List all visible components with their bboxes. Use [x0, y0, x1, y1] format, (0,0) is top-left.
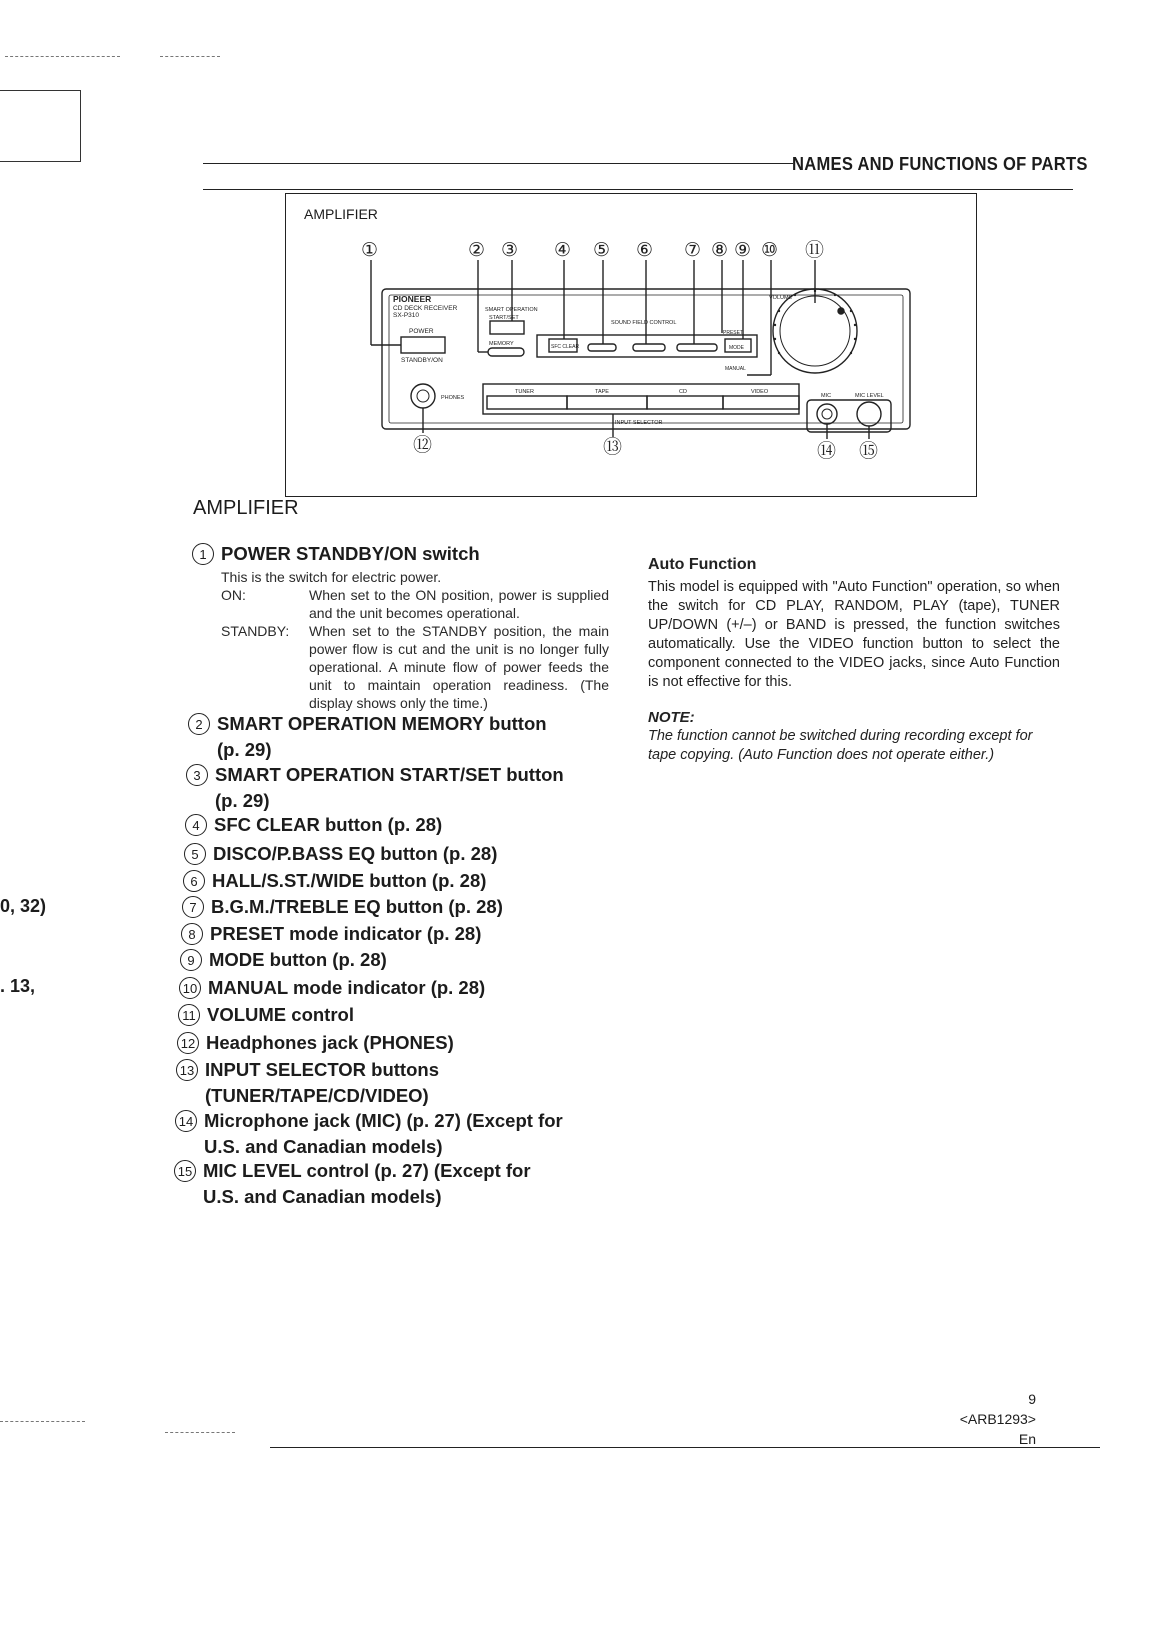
footer-rule: [270, 1447, 1100, 1448]
parts-item-14: [175, 1108, 563, 1160]
item-number-4: 4: [185, 814, 207, 836]
tape-label: TAPE: [595, 389, 609, 395]
parts-item-5: [184, 841, 497, 867]
doc-code: <ARB1293>: [959, 1411, 1036, 1427]
model-line2: SX-P310: [393, 312, 420, 319]
item-title-15: MIC LEVEL control (p. 27) (Except for: [203, 1160, 531, 1181]
item-title-8: PRESET mode indicator (p. 28): [210, 923, 482, 944]
parts-item-13: [176, 1057, 439, 1109]
tape-button: [567, 396, 647, 409]
item-number-6: 6: [183, 870, 205, 892]
language-code: En: [1018, 1431, 1036, 1447]
cd-button: [647, 396, 723, 409]
power-label: POWER: [409, 328, 434, 335]
item-cont-13: (TUNER/TAPE/CD/VIDEO): [205, 1085, 429, 1106]
item-title-3: SMART OPERATION START/SET button: [215, 764, 564, 785]
parts-item-3: [186, 762, 564, 814]
note-text: The function cannot be switched during recording except for tape copying. (Auto Function does not operate either.): [648, 728, 1033, 763]
callout-9: ⑨: [734, 240, 752, 261]
callout-1: ①: [361, 240, 379, 261]
item-title-7: B.G.M./TREBLE EQ button (p. 28): [211, 896, 503, 917]
item-number-9: 9: [180, 949, 202, 971]
mic-label: MIC: [821, 393, 832, 399]
callout-14: ⑭: [817, 441, 837, 462]
item-cont-15: U.S. and Canadian models): [203, 1186, 442, 1207]
margin-fragment-a: 0, 32): [0, 896, 47, 916]
parts-item-6: [183, 868, 486, 894]
memory-label: MEMORY: [489, 341, 514, 347]
item-cont-2: (p. 29): [217, 739, 272, 760]
auto-function-body: This model is equipped with "Auto Function" operation, so when the switch for CD PLAY, RANDOM, PLAY (tape), TUNER UP/DOWN (+/–) or BAND is pressed, the function switches automatically. Use the VIDEO function button to select the component connected to the VIDEO jacks, since Auto Function is not effective for this.: [648, 579, 1060, 690]
scan-mark: [5, 56, 120, 57]
sfc-label: SOUND FIELD CONTROL: [611, 320, 677, 326]
scan-mark: [160, 56, 220, 57]
parts-item-7: [182, 894, 503, 920]
sfc-clear-label: SFC CLEAR: [551, 344, 580, 350]
scan-mark: [0, 1421, 85, 1422]
mic-level-label: MIC LEVEL: [855, 393, 884, 399]
item-number-3: 3: [186, 764, 208, 786]
parts-item-9: [180, 947, 387, 973]
item-title-12: Headphones jack (PHONES): [206, 1032, 454, 1053]
power-button: [401, 337, 445, 353]
video-label: VIDEO: [751, 389, 769, 395]
on-label: ON:: [221, 587, 246, 603]
parts-item-8: [181, 921, 481, 947]
item-title-2: SMART OPERATION MEMORY button: [217, 713, 547, 734]
item-number-13: 13: [176, 1059, 198, 1081]
input-selector-label: INPUT SELECTOR: [615, 420, 663, 426]
parts-item-12: [177, 1030, 454, 1056]
callout-11: ⑪: [805, 240, 825, 261]
note-label: NOTE:: [648, 709, 695, 726]
standby-on-label: STANDBY/ON: [401, 357, 443, 364]
start-set-label: START/SET: [489, 315, 519, 321]
preset-label: PRESET: [723, 330, 744, 336]
mic-jack: [817, 404, 837, 424]
start-set-button: [490, 321, 524, 334]
page-title: NAMES AND FUNCTIONS OF PARTS: [792, 154, 1088, 174]
power-description: [221, 568, 609, 712]
callout-8: ⑧: [711, 240, 729, 261]
item-cont-3: (p. 29): [215, 790, 270, 811]
margin-box: [0, 90, 81, 162]
item-number-2: 2: [188, 713, 210, 735]
on-text: When set to the ON position, power is supplied and the unit becomes operational.: [309, 587, 609, 621]
callout-13: ⑬: [603, 437, 623, 458]
parts-item-10: [179, 975, 485, 1001]
callout-7: ⑦: [684, 240, 702, 261]
header-rule: [203, 189, 1073, 190]
callout-10: ⑩: [761, 240, 779, 261]
volume-label: VOLUME: [769, 295, 793, 301]
header-rule-left: [203, 163, 793, 164]
parts-item-15: [174, 1158, 531, 1210]
item-title-13: INPUT SELECTOR buttons: [205, 1059, 439, 1080]
item-cont-14: U.S. and Canadian models): [204, 1136, 443, 1157]
disco-button: [588, 344, 616, 351]
callout-6: ⑥: [636, 240, 654, 261]
item-number-5: 5: [184, 843, 206, 865]
hall-button: [633, 344, 665, 351]
callout-15: ⑮: [859, 441, 879, 462]
manual-label: MANUAL: [725, 366, 746, 372]
callout-2: ②: [468, 240, 486, 261]
item-title-4: SFC CLEAR button (p. 28): [214, 814, 443, 835]
item-number-8: 8: [181, 923, 203, 945]
parts-item-11: [178, 1002, 354, 1028]
tuner-label: TUNER: [515, 389, 534, 395]
callout-5: ⑤: [593, 240, 611, 261]
item-number-12: 12: [177, 1032, 199, 1054]
item-title-10: MANUAL mode indicator (p. 28): [208, 977, 486, 998]
item-title-5: DISCO/P.BASS EQ button (p. 28): [213, 843, 498, 864]
callout-12: ⑫: [413, 435, 433, 456]
parts-item-4: [185, 812, 442, 838]
item-title-14: Microphone jack (MIC) (p. 27) (Except for: [204, 1110, 563, 1131]
power-intro: This is the switch for electric power.: [221, 569, 442, 585]
amplifier-illustration: [285, 193, 975, 495]
section-title: AMPLIFIER: [193, 497, 299, 519]
margin-fragment-b: . 13,: [0, 976, 36, 996]
scan-mark: [165, 1432, 235, 1433]
page-footer: [900, 1389, 1036, 1449]
mode-label: MODE: [729, 345, 744, 351]
item-number-14: 14: [175, 1110, 197, 1132]
phones-jack: [411, 384, 435, 408]
brand-text: PIONEER: [393, 294, 432, 304]
bgm-button: [677, 344, 717, 351]
memory-button: [488, 348, 524, 356]
video-button: [723, 396, 799, 409]
callout-4: ④: [554, 240, 572, 261]
item-number-10: 10: [179, 977, 201, 999]
mic-level-knob: [857, 402, 881, 426]
model-line1: CD DECK RECEIVER: [393, 305, 458, 312]
page-number: 9: [1028, 1391, 1036, 1407]
standby-text: When set to the STANDBY position, the main power flow is cut and the unit is no longer fully operational. A minute flow of power feeds the unit to maintain operation readiness. (The display shows only the time.): [309, 623, 609, 711]
tuner-button: [487, 396, 567, 409]
cd-label: CD: [679, 389, 687, 395]
standby-label: STANDBY:: [221, 623, 290, 639]
figure-label: AMPLIFIER: [304, 206, 378, 222]
item-number-1: 1: [192, 543, 214, 565]
auto-function-title: Auto Function: [648, 556, 757, 573]
item-number-11: 11: [178, 1004, 200, 1026]
item-title-9: MODE button (p. 28): [209, 949, 387, 970]
auto-function-section: [648, 555, 1060, 765]
phones-label: PHONES: [441, 395, 465, 401]
item-title-6: HALL/S.ST./WIDE button (p. 28): [212, 870, 487, 891]
item-number-7: 7: [182, 896, 204, 918]
parts-item-2: [188, 711, 547, 763]
parts-item-1: [192, 541, 480, 567]
item-title-1: POWER STANDBY/ON switch: [221, 543, 480, 564]
smart-operation-label: SMART OPERATION: [485, 307, 538, 313]
item-title-11: VOLUME control: [207, 1004, 354, 1025]
item-number-15: 15: [174, 1160, 196, 1182]
callout-3: ③: [501, 240, 519, 261]
